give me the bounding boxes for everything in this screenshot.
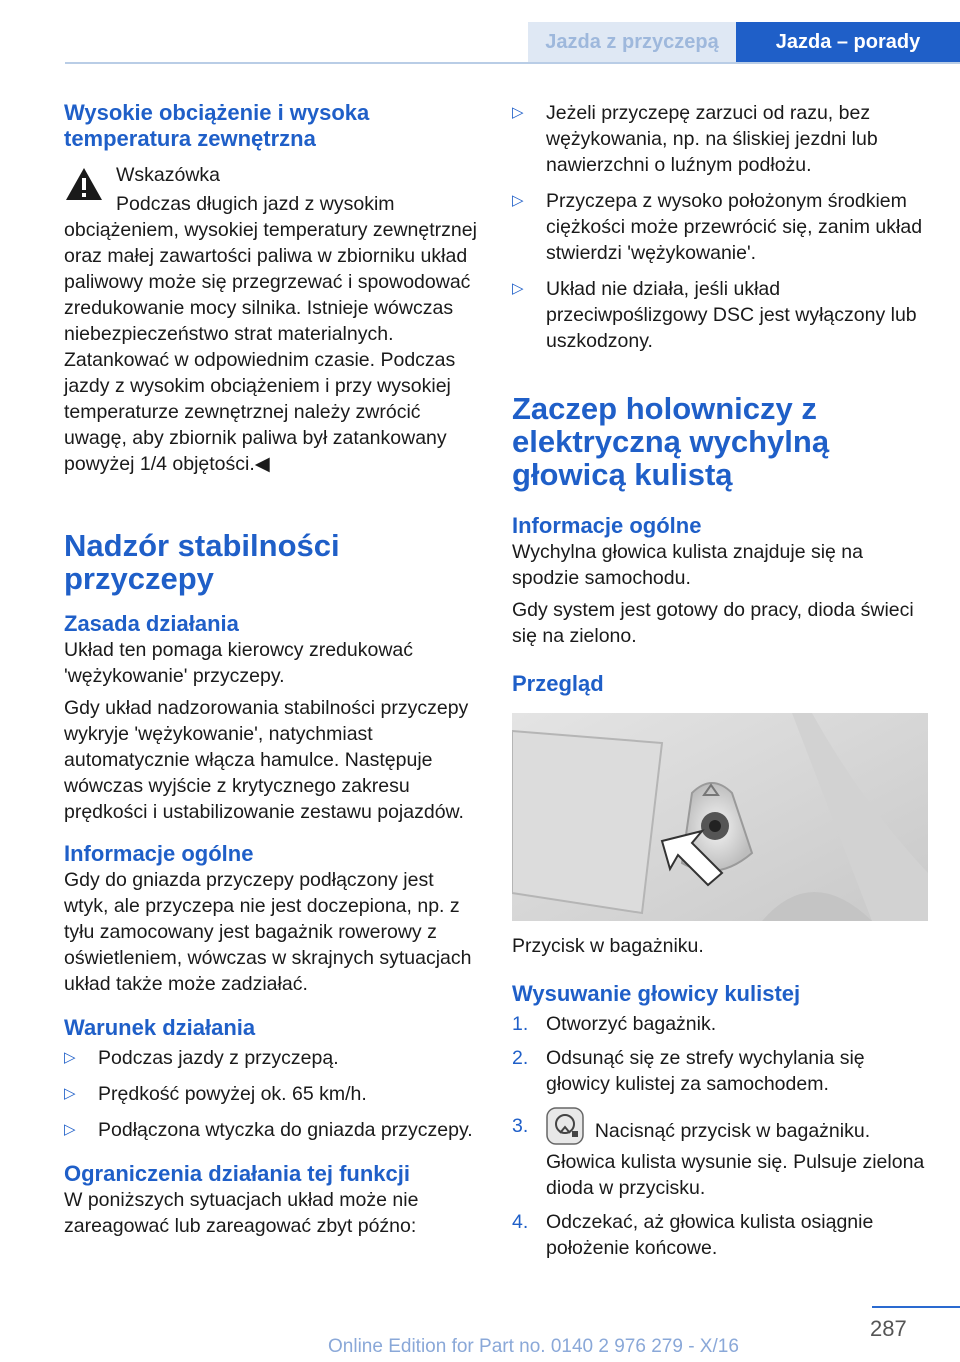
- end-marker: ◀: [254, 453, 270, 475]
- page-number: 287: [870, 1316, 907, 1341]
- step-3-detail: Głowica kulista wysunie się. Pulsuje zielona dioda w przycisku.: [546, 1151, 925, 1199]
- list-item: ▷ Układ nie działa, jeśli układ przeciwpoślizgowy DSC jest wyłączony lub uszkodzony.: [512, 278, 917, 352]
- heading-condition: Warunek działania: [64, 1015, 256, 1040]
- heading-high-load: Wysokie obciążenie i wysoka temperatura zewnętrzna: [64, 100, 370, 151]
- limits-list: [512, 100, 932, 354]
- step-item: 3. Nacisnąć przycisk w bagażniku. Głowica kulista wysunie się. Pulsuje zielona dioda w przycisku.: [512, 1107, 932, 1201]
- note-text: Podczas długich jazd z wysokim obciążeniem, wysokiej temperatury zewnętrznej oraz małej zawartości paliwa w zbiorniku układ paliwowy może się przegrzewać i spowodować zredukowanie mocy silnika. Istnieje wówczas niebezpieczeństwo strat materialnych. Zatankować w odpowiednim czasie. Podczas jazdy z wysokim obciążeniem i przy wysokiej temperaturze zewnętrznej należy zwrócić uwagę, aby zbiornik paliwa był zatankowany powyżej 1/4 objętości.◀: [64, 193, 477, 475]
- principle-text-1: Układ ten pomaga kierowcy zredukować 'wężykowanie' przyczepy.: [64, 639, 414, 687]
- limits-text: W poniższych sytuacjach układ może nie zareagować lub zareagować zbyt późno:: [64, 1189, 419, 1237]
- general-text-2: Gdy system jest gotowy do pracy, dioda świeci się na zielono.: [512, 599, 914, 647]
- header-rule: [65, 62, 960, 64]
- footer-rule: [872, 1306, 960, 1308]
- triangle-bullet-icon: ▷: [512, 280, 524, 297]
- list-item: ▷ Jeżeli przyczepę zarzuci od razu, bez wężykowania, np. na śliskiej jezdni lub nawierzchni o luźnym podłożu.: [512, 102, 878, 176]
- triangle-bullet-icon: ▷: [64, 1049, 76, 1066]
- step-item: 1. Otworzyć bagażnik.: [512, 1013, 717, 1035]
- triangle-bullet-icon: ▷: [512, 192, 524, 209]
- list-item: ▷ Prędkość powyżej ok. 65 km/h.: [64, 1083, 367, 1105]
- heading-general-info: Informacje ogólne: [64, 841, 254, 866]
- step-item: 4. Odczekać, aż głowica kulista osiągnie położenie końcowe.: [512, 1211, 874, 1259]
- heading-overview: Przegląd: [512, 671, 604, 696]
- trunk-button-photo: [512, 713, 928, 921]
- steps-list: [512, 1011, 932, 1261]
- header-section-tab[interactable]: Jazda z przyczepą: [528, 22, 736, 62]
- heading-stability: Nadzór stabilności przyczepy: [64, 528, 340, 596]
- heading-hitch: Zaczep holowniczy z elektryczną wychylną głowicą kulistą: [512, 391, 830, 492]
- warning-triangle-icon: [64, 166, 104, 202]
- heading-principle: Zasada działania: [64, 611, 239, 636]
- header-chapter-tab[interactable]: Jazda – porady: [736, 22, 960, 62]
- principle-text-2: Gdy układ nadzorowania stabilności przyczepy wykryje 'wężykowanie', natychmiast automatycznie włącza hamulce. Następuje wówczas wyjście z krytycznego zakresu prędkości i ustabilizowanie zestawu pojazdów.: [64, 697, 469, 823]
- list-item: ▷ Przyczepa z wysoko położonym środkiem ciężkości może przewrócić się, zanim układ stwierdzi 'wężykowanie'.: [512, 190, 923, 264]
- list-item: ▷ Podłączona wtyczka do gniazda przyczepy.: [64, 1119, 473, 1141]
- heading-limits: Ograniczenia działania tej funkcji: [64, 1161, 410, 1186]
- condition-list: [64, 1045, 480, 1143]
- right-column: [512, 100, 932, 1261]
- left-column: [64, 100, 480, 1239]
- general-info-text: Gdy do gniazda przyczepy podłączony jest wtyk, ale przyczepa nie jest doczepiona, np. z tyłu zamocowany jest bagażnik rowerowy z oświetleniem, wówczas w skrajnych sytuacjach układ także może zadziałać.: [64, 869, 472, 995]
- photo-caption: Przycisk w bagażniku.: [512, 935, 704, 957]
- heading-general-info-right: Informacje ogólne: [512, 513, 702, 538]
- step-item: 2. Odsunąć się ze strefy wychylania się głowicy kulistej za samochodem.: [512, 1047, 865, 1095]
- warning-note: [64, 162, 480, 188]
- edition-note: Online Edition for Part no. 0140 2 976 279 - X/16: [328, 1336, 739, 1357]
- general-text-1: Wychylna głowica kulista znajduje się na spodzie samochodu.: [512, 541, 863, 589]
- triangle-bullet-icon: ▷: [64, 1121, 76, 1138]
- note-label: Wskazówka: [116, 164, 221, 186]
- heading-extend: Wysuwanie głowicy kulistej: [512, 981, 801, 1006]
- list-item: ▷ Podczas jazdy z przyczepą.: [64, 1047, 339, 1069]
- triangle-bullet-icon: ▷: [512, 104, 524, 121]
- triangle-bullet-icon: ▷: [64, 1085, 76, 1102]
- trunk-button-icon: [546, 1107, 584, 1145]
